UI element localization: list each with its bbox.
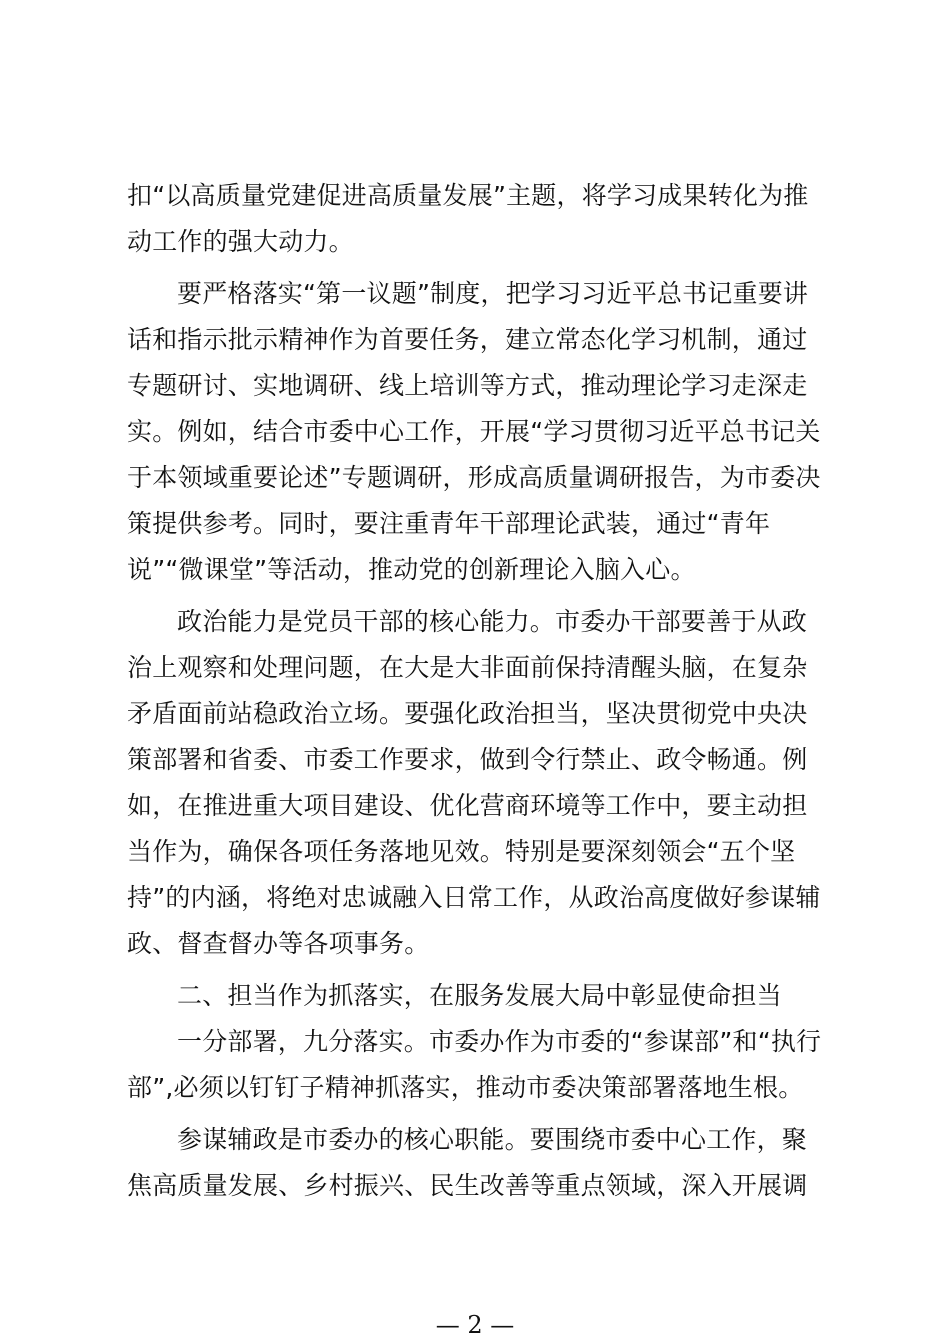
text-line: 专题研讨、实地调研、线上培训等方式，推动理论学习走深走 — [127, 371, 808, 400]
text-line: 如，在推进重大项目建设、优化营商环境等工作中，要主动担 — [127, 791, 808, 820]
text-line: 持”的内涵，将绝对忠诚融入日常工作，从政治高度做好参谋辅 — [127, 883, 821, 912]
document-body — [127, 173, 831, 1209]
section-heading: 二、担当作为抓落实，在服务发展大局中彰显使命担当 — [177, 981, 782, 1010]
text-line: 矛盾面前站稳政治立场。要强化政治担当，坚决贯彻党中央决 — [127, 699, 808, 728]
text-line: 于本领域重要论述”专题调研，形成高质量调研报告，为市委决 — [127, 463, 821, 492]
paragraph-first-line: 参谋辅政是市委办的核心职能。要围绕市委中心工作，聚 — [177, 1125, 808, 1154]
text-line: 策提供参考。同时，要注重青年干部理论武装，通过“青年 — [127, 509, 771, 538]
text-line: 动工作的强大动力。 — [127, 227, 354, 256]
text-line: 政、督查督办等各项事务。 — [127, 929, 430, 958]
text-line: 话和指示批示精神作为首要任务，建立常态化学习机制，通过 — [127, 325, 808, 354]
text-line: 实。例如，结合市委中心工作，开展“学习贯彻习近平总书记关 — [127, 417, 821, 446]
paragraph-first-line: 政治能力是党员干部的核心能力。市委办干部要善于从政 — [177, 607, 808, 636]
paragraph-first-line: 一分部署，九分落实。市委办作为市委的“参谋部”和“执行 — [177, 1027, 822, 1056]
text-line: 部”,必须以钉钉子精神抓落实，推动市委决策部署落地生根。 — [127, 1073, 804, 1102]
text-line: 焦高质量发展、乡村振兴、民生改善等重点领域，深入开展调 — [127, 1171, 808, 1200]
text-line: 策部署和省委、市委工作要求，做到令行禁止、政令畅通。例 — [127, 745, 808, 774]
text-line: 治上观察和处理问题，在大是大非面前保持清醒头脑，在复杂 — [127, 653, 808, 682]
paragraph-first-line: 要严格落实“第一议题”制度，把学习习近平总书记重要讲 — [177, 279, 809, 308]
page-number: — 2 — — [435, 1311, 515, 1339]
text-line: 当作为，确保各项任务落地见效。特别是要深刻领会“五个坚 — [127, 837, 796, 866]
text-line: 说”“微课堂”等活动，推动党的创新理论入脑入心。 — [127, 555, 696, 584]
text-line: 扣“以高质量党建促进高质量发展”主题，将学习成果转化为推 — [127, 181, 809, 210]
